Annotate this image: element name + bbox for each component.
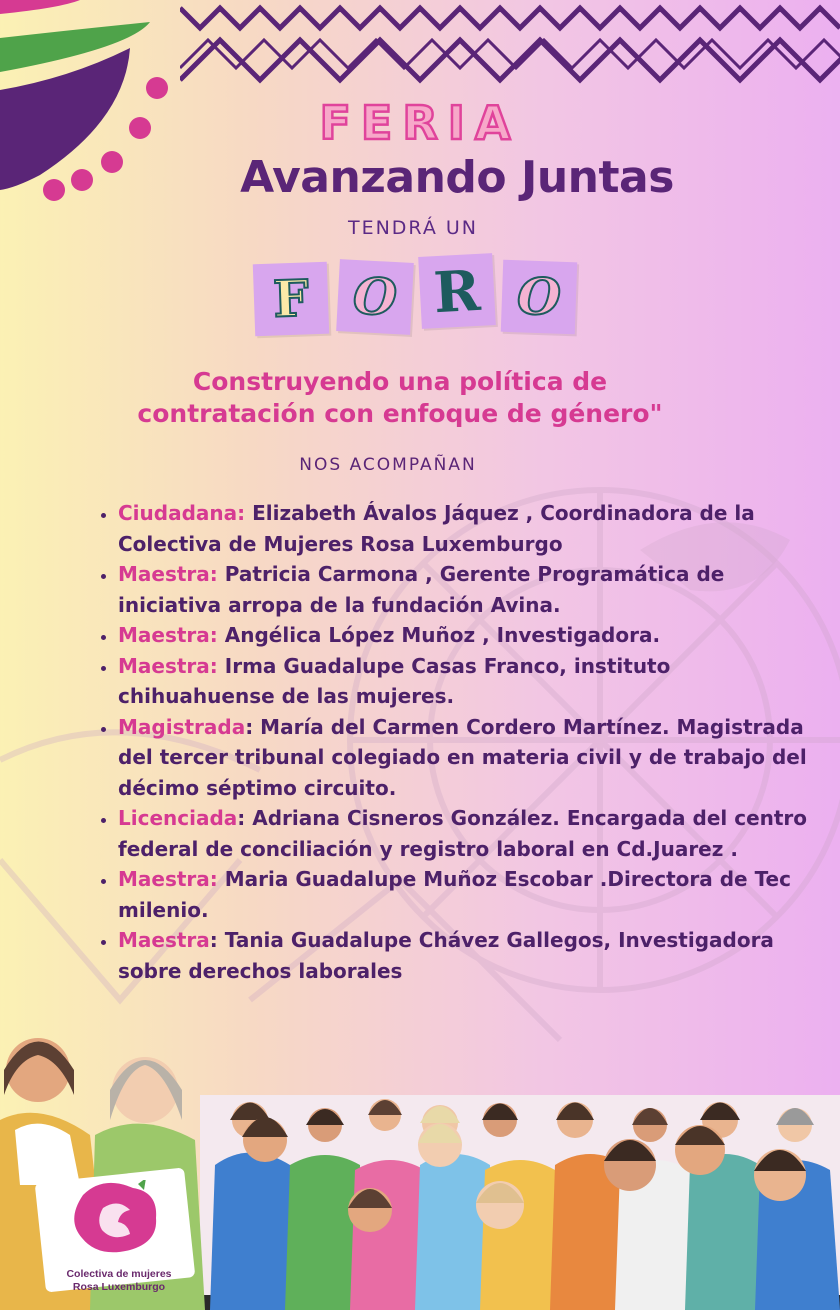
speaker-details: : María del Carmen Cordero Martínez. Magistrada del tercer tribunal colegiado en materia civil y de trabajo del décimo séptimo circuito.: [118, 714, 807, 800]
speaker-details: : Tania Guadalupe Chávez Gallegos, Investigadora sobre derechos laborales: [118, 928, 774, 983]
speaker-role: Magistrada: [118, 714, 246, 739]
speaker-item: [118, 803, 818, 864]
subtitle-line-2: contratación con enfoque de género": [137, 399, 663, 428]
speaker-role: Maestra: [118, 928, 210, 952]
speaker-item: [118, 712, 818, 804]
speaker-role: Maestra:: [118, 867, 218, 891]
foro-tile-2: [336, 259, 414, 335]
organization-name-line-2: Rosa Luxemburgo: [72, 1281, 166, 1293]
foro-tile-3: [418, 253, 496, 329]
speaker-role: Maestra:: [118, 623, 218, 647]
speakers-list: [86, 498, 818, 986]
organization-name-line-1: Colectiva de mujeres: [66, 1268, 172, 1280]
organization-logo: [58, 1180, 178, 1255]
foro-letter: O: [516, 266, 562, 327]
speaker-item: [118, 864, 818, 925]
speaker-role: Licenciada: [118, 806, 238, 830]
forum-subtitle: [0, 366, 800, 430]
foro-letter: F: [272, 268, 310, 329]
speaker-details: Irma Guadalupe Casas Franco, instituto chihuahuense de las mujeres.: [118, 653, 671, 708]
foro-tile-4: [501, 260, 577, 335]
speaker-item: [118, 498, 818, 559]
speaker-role: Maestra:: [118, 562, 218, 586]
speaker-details: : Adriana Cisneros González. Encargada del centro federal de conciliación y registro laboral en Cd.Juarez .: [118, 806, 808, 861]
foro-tile-1: [253, 262, 329, 337]
speaker-details: Elizabeth Ávalos Jáquez , Coordinadora de la Colectiva de Mujeres Rosa Luxemburgo: [118, 501, 755, 556]
speaker-details: Angélica López Muñoz , Investigadora.: [217, 623, 661, 647]
fair-label: FERIA: [319, 96, 521, 150]
foro-letter: R: [432, 257, 483, 327]
announcement-text: TENDRÁ UN: [347, 217, 479, 239]
speaker-item: [118, 925, 818, 986]
speaker-details: Patricia Carmona , Gerente Programática de iniciativa arropa de la fundación Avina.: [118, 562, 725, 617]
speaker-item: [118, 620, 818, 651]
subtitle-line-1: Construyendo una política de: [192, 367, 608, 396]
speaker-item: [118, 559, 818, 620]
speakers-heading: NOS ACOMPAÑAN: [299, 455, 477, 475]
speaker-item: [118, 651, 818, 712]
organization-name: [44, 1268, 194, 1294]
speaker-role: Maestra:: [118, 653, 218, 678]
foro-letter-tiles: [248, 255, 578, 341]
foro-letter: O: [351, 265, 399, 328]
zigzag-pattern: [180, 0, 840, 86]
speaker-details: Maria Guadalupe Muñoz Escobar .Directora de Tec milenio.: [118, 867, 791, 922]
speaker-role: Ciudadana:: [118, 501, 246, 525]
event-title: Avanzando Juntas: [240, 152, 674, 203]
